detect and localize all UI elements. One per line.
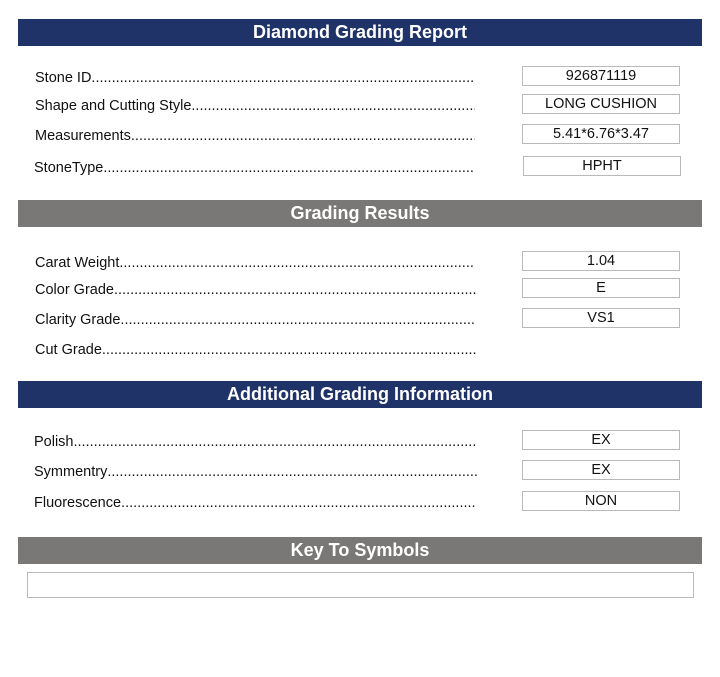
- field-row-color: [0, 278, 720, 302]
- section-title: Key To Symbols: [290, 540, 430, 560]
- field-value-box: EX: [522, 460, 680, 480]
- field-label: Cut Grade .....: [35, 341, 477, 359]
- field-row-symmetry: [0, 460, 720, 484]
- field-value-box: EX: [522, 430, 680, 450]
- field-row-stone-id: [0, 66, 720, 90]
- field-label: StoneType .....: [34, 159, 475, 177]
- section-header-report: [18, 19, 702, 46]
- section-title: Diamond Grading Report: [252, 22, 467, 42]
- field-value-box: HPHT: [523, 156, 681, 176]
- field-label: Stone ID .....: [35, 69, 475, 87]
- field-label: Shape and Cutting Style .....: [35, 97, 475, 115]
- field-row-measurements: [0, 124, 720, 148]
- field-row-clarity: [0, 308, 720, 332]
- field-value-box: 5.41*6.76*3.47: [522, 124, 680, 144]
- field-value-box: LONG CUSHION: [522, 94, 680, 114]
- key-to-symbols-box: [27, 572, 694, 598]
- field-value-box: NON: [522, 491, 680, 511]
- field-value-box: 1.04: [522, 251, 680, 271]
- field-value-box: VS1: [522, 308, 680, 328]
- field-row-shape: [0, 94, 720, 118]
- field-label: Clarity Grade .....: [35, 311, 476, 329]
- section-header-additional: [18, 381, 702, 408]
- field-label: Measurements .....: [35, 127, 475, 145]
- field-value-box: 926871119: [522, 66, 680, 86]
- field-row-fluorescence: [0, 491, 720, 515]
- section-title: Grading Results: [290, 203, 430, 223]
- section-header-key: [18, 537, 702, 564]
- field-label: Fluorescence .....: [34, 494, 476, 512]
- field-label: Symmentry .....: [34, 463, 478, 481]
- field-row-stonetype: [0, 156, 720, 180]
- field-label: Polish .....: [34, 433, 477, 451]
- field-row-cut: [0, 338, 720, 362]
- field-row-carat: [0, 251, 720, 275]
- field-value-box: E: [522, 278, 680, 298]
- field-label: Color Grade .....: [35, 281, 477, 299]
- field-label: Carat Weight .....: [35, 254, 475, 272]
- section-title: Additional Grading Information: [227, 384, 493, 404]
- section-header-results: [18, 200, 702, 227]
- field-row-polish: [0, 430, 720, 454]
